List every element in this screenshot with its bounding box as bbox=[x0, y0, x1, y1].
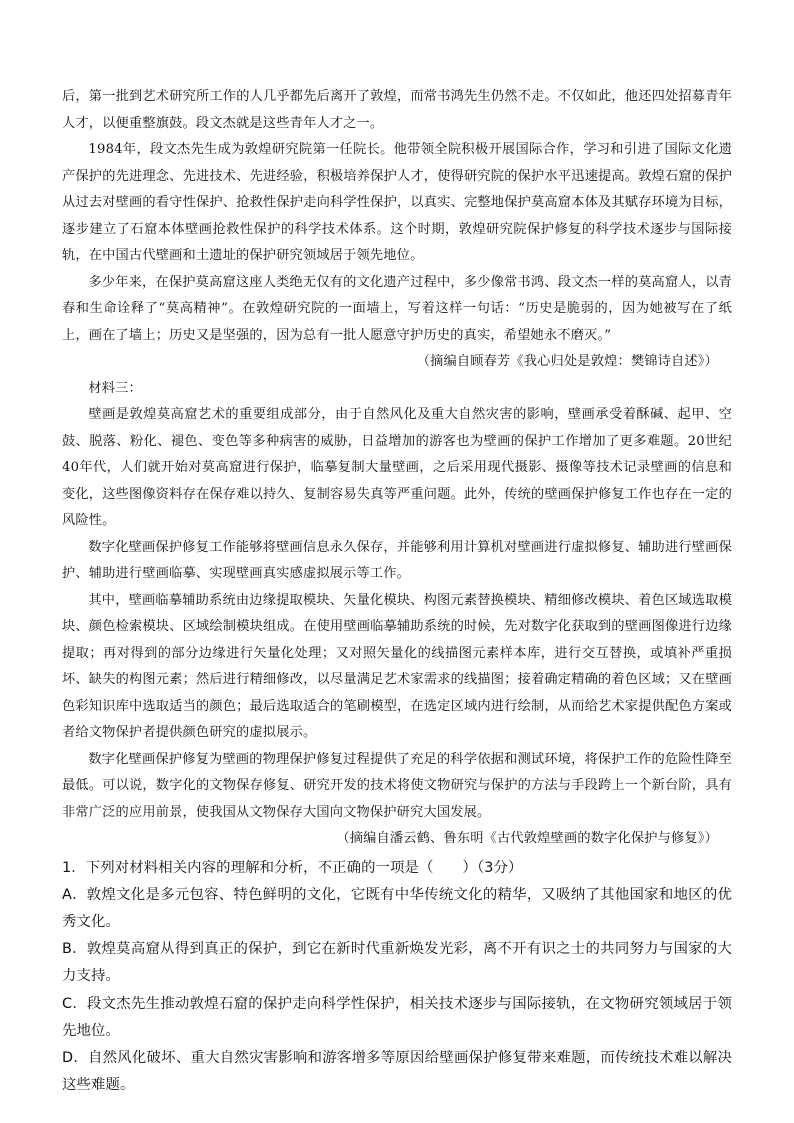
material2-paragraph-spirit: 多少年来，在保护莫高窟这座人类绝无仅有的文化遗产过程中，多少像常书鸿、段文杰一样的莫高窟人，以青春和生命诠释了“莫高精神”。在敦煌研究院的一面墙上，写着这样一句话：“历史是脆弱的，因为她被写在了纸上，画在了墙上；历史又是坚强的，因为总有一批人愿意守护历史的真实，希望她永不磨灭。” bbox=[62, 274, 732, 343]
material3-paragraph-4: 数字化壁画保护修复为壁画的物理保护修复过程提供了充足的科学依据和测试环境，将保护工作的危险性降至最低。可以说，数字化的文物保存修复、研究开发的技术将使文物研究与保护的方法与手段跨上一个新台阶，具有非常广泛的应用前景，使我国从文物保存大国向文物保护研究大国发展。 bbox=[62, 751, 732, 820]
material3-paragraph-3: 其中，壁画临摹辅助系统由边缘提取模块、矢量化模块、构图元素替换模块、精细修改模块、着色区域选取模块、颜色检索模块、区域绘制模块组成。在使用壁画临摹辅助系统的时候，先对数字化获取到的壁画图像进行边缘提取；再对得到的部分边缘进行矢量化处理；又对照矢量化的线描图元素样本库，进行交互替换，或填补严重损坏、缺失的构图元素；然后进行精细修改，以尽量满足艺术家需求的线描图；接着确定精确的着色区域；又在壁画色彩知识库中选取适当的颜色；最后选取适合的笔刷模型，在选定区域内进行绘制，从而给艺术家提供配色方案或者给文物保护者提供颜色研究的虚拟展示。 bbox=[62, 592, 732, 740]
material3-label: 材料三： bbox=[88, 380, 142, 396]
question-1-option-b: B．敦煌莫高窟从得到真正的保护，到它在新时代重新焕发光彩，离不开有识之士的共同努力与国家的大力支持。 bbox=[62, 941, 732, 985]
question-1-stem: 1．下列对材料相关内容的理解和分析，不正确的一项是（ ）（3分） bbox=[62, 859, 523, 876]
exam-page bbox=[62, 84, 732, 1099]
material2-paragraph-1984: 1984年，段文杰先生成为敦煌研究院第一任院长。他带领全院积极开展国际合作，学习和引进了国际文化遗产保护的先进理念、先进技术、先进经验，积极培养保护人才，使得研究院的保护水平迅速提高。敦煌石窟的保护从过去对壁画的看守性保护、抢救性保护走向科学性保护，以真实、完整地保护莫高窟本体及其赋存环境为目标，逐步建立了石窟本体壁画抢救性保护的科学技术体系。这个时期，敦煌研究院保护修复的科学技术逐步与国际接轨，在中国古代壁画和土遗址的保护研究领域居于领先地位。 bbox=[62, 142, 732, 263]
question-1-option-a: A．敦煌文化是多元包容、特色鲜明的文化，它既有中华传统文化的精华，又吸纳了其他国家和地区的优秀文化。 bbox=[62, 886, 732, 930]
question-1 bbox=[62, 855, 732, 1100]
question-1-option-c: C．段文杰先生推动敦煌石窟的保护走向科学性保护，相关技术逐步与国际接轨，在文物研究领域居于领先地位。 bbox=[62, 995, 732, 1039]
material3-source: （摘编自潘云鹤、鲁东明《古代敦煌壁画的数字化保护与修复》） bbox=[336, 831, 718, 846]
question-1-option-d: D．自然风化破坏、重大自然灾害影响和游客增多等原因给壁画保护修复带来难题，而传统技术难以解决这些难题。 bbox=[62, 1049, 732, 1094]
material3-paragraph-2: 数字化壁画保护修复工作能够将壁画信息永久保存，并能够利用计算机对壁画进行虚拟修复、辅助进行壁画保护、辅助进行壁画临摹、实现壁画真实感虚拟展示等工作。 bbox=[62, 539, 732, 581]
material2-paragraph-continued: 后，第一批到艺术研究所工作的人几乎都先后离开了敦煌，而常书鸿先生仍然不走。不仅如此，他还四处招募青年人才，以便重整旗鼓。段文杰就是这些青年人才之一。 bbox=[62, 89, 732, 131]
reading-material bbox=[62, 84, 732, 853]
material3-paragraph-1: 壁画是敦煌莫高窟艺术的重要组成部分，由于自然风化及重大自然灾害的影响，壁画承受着酥碱、起甲、空鼓、脱落、粉化、褪色、变色等多种病害的威胁，日益增加的游客也为壁画的保护工作增加了更多难题。20世纪40年代，人们就开始对莫高窟进行保护，临摹复制大量壁画，之后采用现代摄影、摄像等技术记录壁画的信息和变化，这些图像资料存在保存难以持久、复制容易失真等严重问题。此外，传统的壁画保护修复工作也存在一定的风险性。 bbox=[62, 407, 732, 528]
material2-source: （摘编自顾春芳《我心归处是敦煌：樊锦诗自述》） bbox=[416, 354, 718, 369]
